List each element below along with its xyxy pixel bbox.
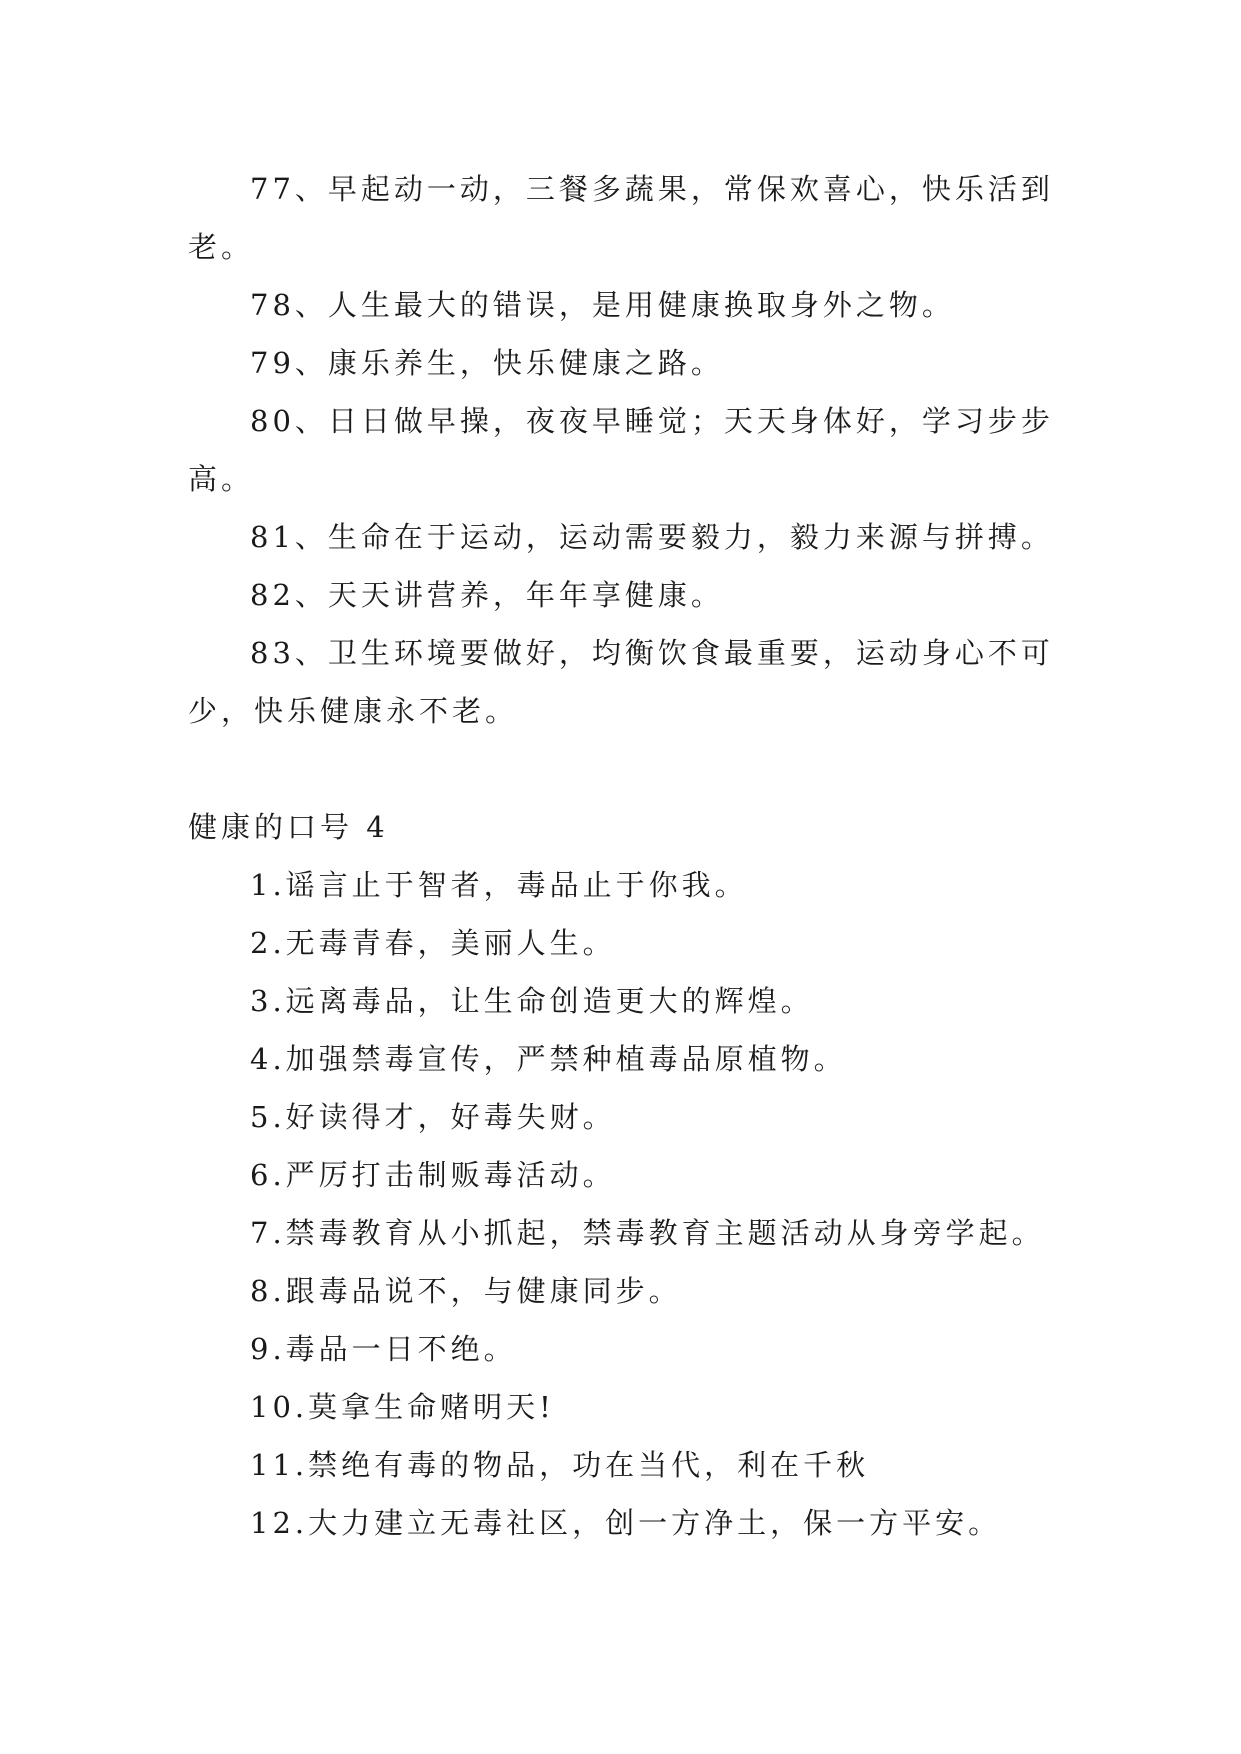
slogan-item-7: 7.禁毒教育从小抓起，禁毒教育主题活动从身旁学起。 <box>250 1216 1045 1250</box>
slogan-item-4: 4.加强禁毒宣传，严禁种植毒品原植物。 <box>250 1042 847 1076</box>
slogan-item-3: 3.远离毒品，让生命创造更大的辉煌。 <box>250 984 814 1018</box>
slogan-81: 81、生命在于运动，运动需要毅力，毅力来源与拼搏。 <box>250 520 1054 554</box>
slogan-item-12: 12.大力建立无毒社区，创一方净土，保一方平安。 <box>250 1506 1002 1540</box>
slogan-item-11: 11.禁绝有毒的物品，功在当代，利在千秋 <box>250 1448 870 1482</box>
section-spacer <box>188 740 1058 798</box>
slogan-77: 77、早起动一动，三餐多蔬果，常保欢喜心，快乐活到老。 <box>188 172 1054 264</box>
slogan-80: 80、日日做早操，夜夜早睡觉；天天身体好，学习步步高。 <box>188 404 1054 496</box>
slogan-item-8: 8.跟毒品说不，与健康同步。 <box>250 1274 682 1308</box>
slogan-item-9: 9.毒品一日不绝。 <box>250 1332 517 1366</box>
slogan-83: 83、卫生环境要做好，均衡饮食最重要，运动身心不可少，快乐健康永不老。 <box>188 636 1054 728</box>
slogan-item-1: 1.谣言止于智者，毒品止于你我。 <box>250 868 748 902</box>
slogan-79: 79、康乐养生，快乐健康之路。 <box>250 346 724 380</box>
document-body <box>188 160 1058 1552</box>
slogan-item-10: 10.莫拿生命赌明天! <box>250 1390 555 1424</box>
slogan-item-2: 2.无毒青春，美丽人生。 <box>250 926 616 960</box>
slogan-item-6: 6.严厉打击制贩毒活动。 <box>250 1158 616 1192</box>
slogan-item-5: 5.好读得才，好毒失财。 <box>250 1100 616 1134</box>
section-heading: 健康的口号 4 <box>188 810 389 844</box>
slogan-82: 82、天天讲营养，年年享健康。 <box>250 578 724 612</box>
slogan-78: 78、人生最大的错误，是用健康换取身外之物。 <box>250 288 955 322</box>
